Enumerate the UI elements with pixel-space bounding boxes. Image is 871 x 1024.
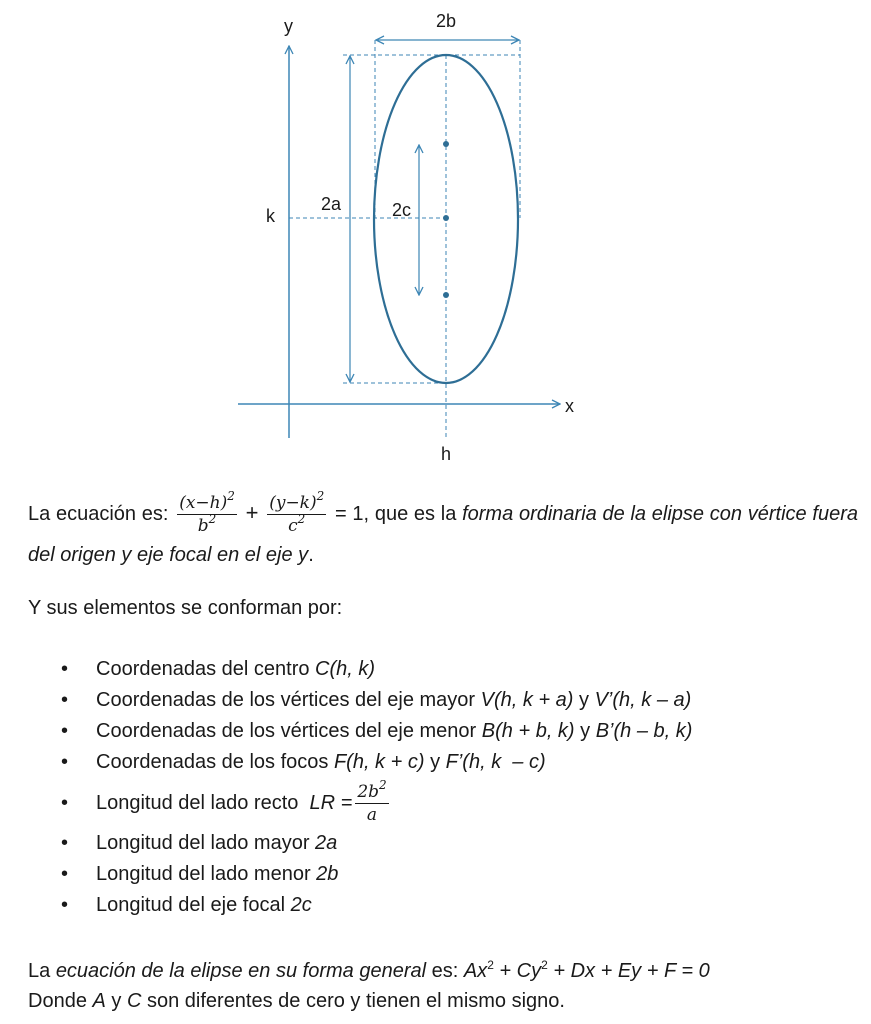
item-math: B(h + b, k): [481, 720, 575, 742]
equation-end: .: [308, 544, 314, 566]
item-text: Coordenadas de los vértices del eje menor: [96, 720, 482, 742]
item-math: 2a: [315, 832, 338, 854]
frac1-numerator: (x−h): [179, 493, 228, 513]
line2-C: C: [126, 990, 142, 1012]
focus-top-point: [443, 141, 449, 147]
item-math: V(h, k + a): [480, 689, 574, 711]
frac2-numerator-exponent: 2: [316, 489, 325, 503]
x-axis-label: x: [565, 396, 574, 416]
item-text: Coordenadas de los focos: [96, 751, 334, 773]
list-item: [28, 685, 858, 716]
lr-numerator: 2b: [357, 782, 380, 803]
line2-a: Donde: [28, 990, 93, 1012]
line2-A: A: [92, 990, 106, 1012]
item-math: C(h, k): [315, 658, 376, 680]
item-math: 2b: [316, 863, 339, 885]
item-math: LR =: [309, 792, 353, 814]
list-item: [28, 747, 858, 778]
item-text: Longitud del lado recto: [96, 792, 310, 814]
fraction-x-term: [177, 489, 237, 537]
2a-label: 2a: [321, 194, 342, 214]
general-form-paragraph: [28, 956, 858, 1016]
list-item: [28, 890, 858, 921]
general-line-2: [28, 986, 858, 1016]
2c-label: 2c: [392, 200, 412, 220]
item-text: Longitud del eje focal: [96, 894, 291, 916]
list-item: [28, 778, 858, 828]
eq-rest: + Dx + Ey + F = 0: [547, 960, 710, 982]
general-line-1: [28, 956, 858, 986]
ordinary-equation-paragraph: [28, 489, 858, 573]
item-text: Longitud del lado menor: [96, 863, 317, 885]
elements-intro: Y sus elementos se conforman por:: [28, 597, 343, 619]
lr-numerator-exponent: 2: [379, 778, 387, 793]
list-item: [28, 859, 858, 890]
eq-a-term: Ax: [463, 960, 488, 982]
2b-label: 2b: [436, 11, 457, 31]
equals-text: = 1, que es la: [329, 502, 463, 525]
item-math: F(h, k + c): [333, 751, 425, 773]
item-math: 2c: [290, 894, 312, 916]
list-item: [28, 716, 858, 747]
frac1-numerator-exponent: 2: [227, 489, 235, 503]
list-item: [28, 654, 858, 685]
elements-list: [28, 654, 858, 921]
list-item: [28, 828, 858, 859]
item-math2: B’(h – b, k): [595, 720, 693, 742]
ordinary-form-italic: forma ordinaria de la elipse con vértice fuera del origen y eje focal en el eje y: [28, 502, 858, 566]
item-mid: y: [573, 689, 595, 711]
line2-c: son diferentes de cero y tienen el mismo signo.: [141, 990, 565, 1012]
lr-denominator: a: [366, 805, 378, 826]
h-label: h: [441, 444, 452, 464]
general-lead: La: [28, 960, 56, 982]
eq-exp-1: 2: [487, 958, 494, 972]
ellipse-diagram: [0, 0, 871, 470]
general-mid: es:: [426, 960, 464, 982]
y-axis-label: y: [284, 16, 293, 36]
frac2-numerator: (y−k): [269, 493, 317, 513]
item-mid: y: [424, 751, 446, 773]
eq-c-term: + Cy: [493, 960, 542, 982]
plus-sign: +: [245, 499, 259, 525]
frac1-denominator-exponent: 2: [208, 512, 217, 526]
frac1-denominator: b: [197, 516, 209, 536]
line2-b: y: [105, 990, 127, 1012]
equation-lead: La ecuación es:: [28, 502, 169, 525]
k-label: k: [266, 206, 275, 226]
latus-rectum-fraction: [355, 778, 388, 826]
item-text: Longitud del lado mayor: [96, 832, 316, 854]
frac2-denominator: c: [288, 516, 298, 536]
fraction-y-term: [267, 489, 326, 537]
item-text: Coordenadas del centro: [96, 658, 316, 680]
focus-bottom-point: [443, 292, 449, 298]
general-italic: ecuación de la elipse en su forma general: [55, 960, 427, 982]
item-math2: F’(h, k – c): [445, 751, 546, 773]
eq-exp-2: 2: [541, 958, 548, 972]
item-math2: V’(h, k – a): [594, 689, 692, 711]
item-mid: y: [574, 720, 596, 742]
item-text: Coordenadas de los vértices del eje mayor: [96, 689, 481, 711]
frac2-denominator-exponent: 2: [297, 512, 306, 526]
center-point: [443, 215, 449, 221]
